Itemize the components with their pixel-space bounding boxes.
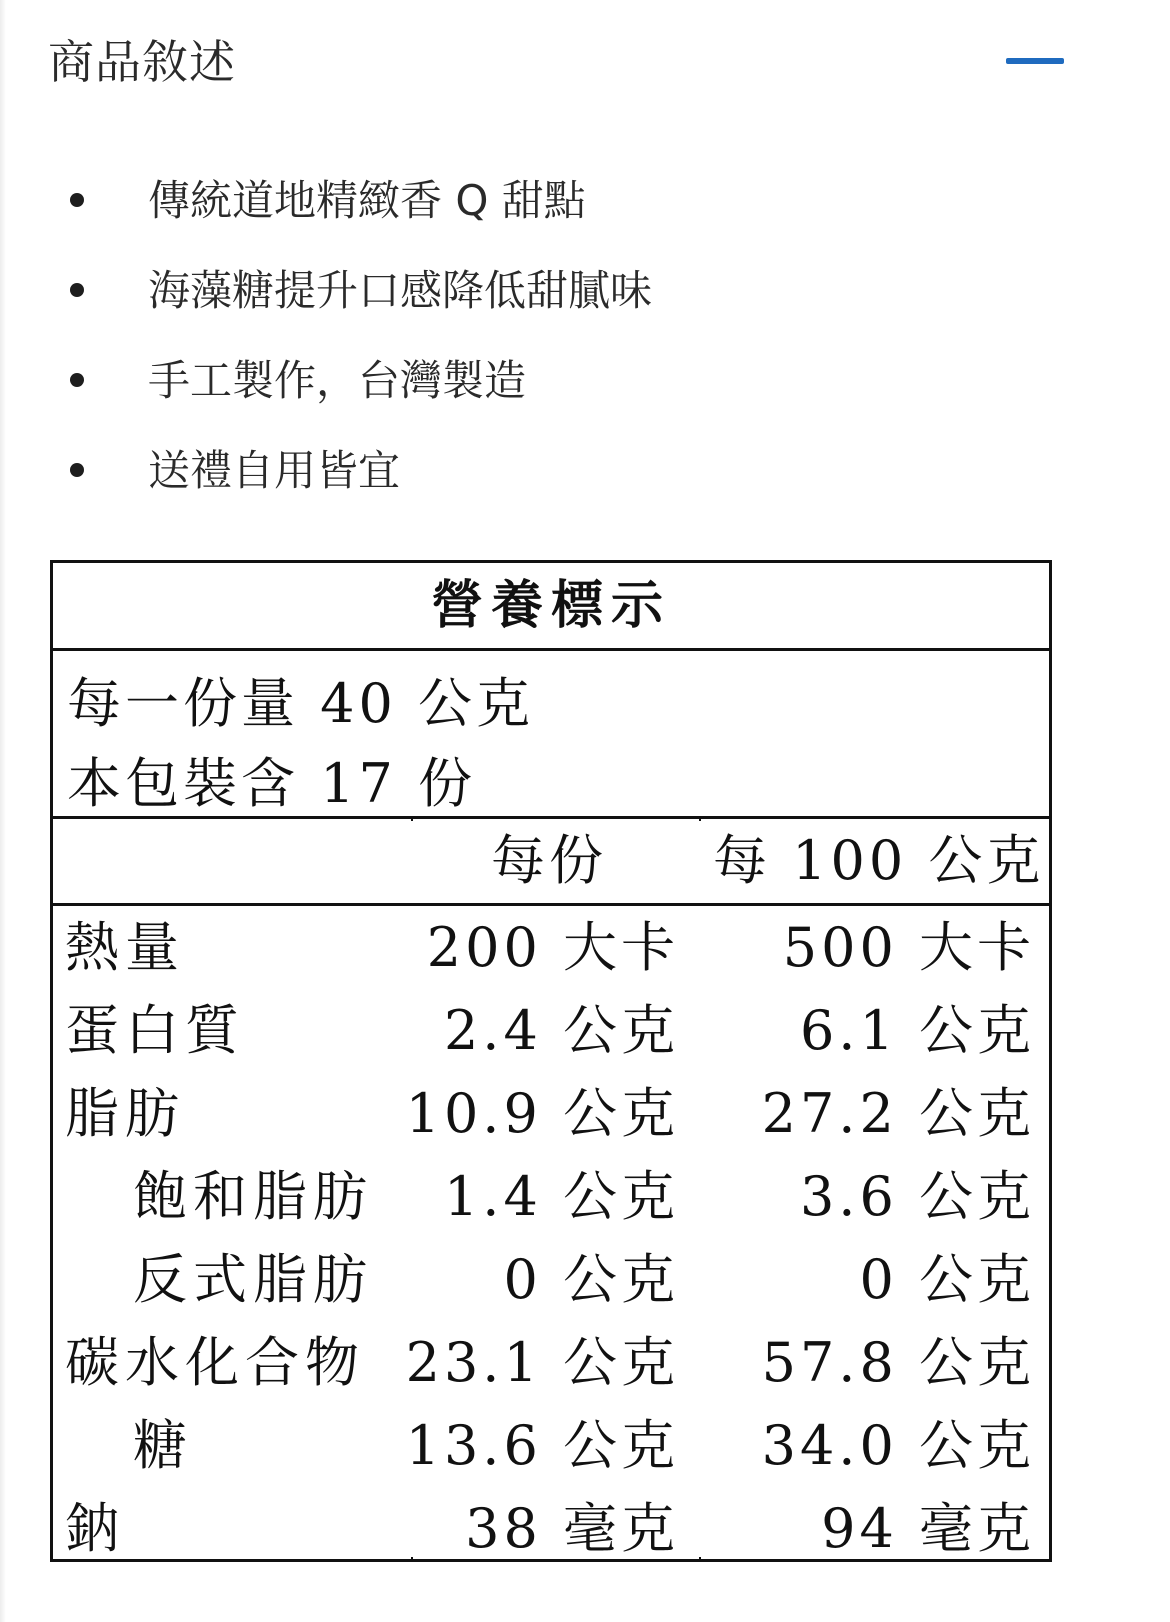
per-serving-value: 1.4 公克 <box>443 1165 679 1228</box>
per-serving-value: 38 毫克 <box>465 1497 679 1560</box>
column-divider <box>411 817 413 821</box>
product-description-header[interactable] <box>48 30 1066 94</box>
list-item <box>0 156 1170 246</box>
column-header-per-serving: 每份 <box>491 829 607 892</box>
per-serving-value: 10.9 公克 <box>405 1082 679 1145</box>
column-divider <box>699 817 701 821</box>
feature-list <box>0 156 1170 516</box>
nutrition-facts-table <box>50 560 1052 1562</box>
per-serving-value: 200 大卡 <box>426 916 679 979</box>
bullet-icon <box>70 193 84 207</box>
section-title: 商品敘述 <box>48 35 236 89</box>
table-row <box>53 906 1049 989</box>
column-header-row <box>53 819 1049 906</box>
nutrient-label: 飽和脂肪 <box>133 1165 373 1228</box>
per-100g-value: 3.6 公克 <box>799 1165 1035 1228</box>
table-row <box>53 989 1049 1072</box>
table-row <box>53 1404 1049 1487</box>
minus-icon[interactable] <box>1002 42 1066 82</box>
per-100g-value: 27.2 公克 <box>761 1082 1035 1145</box>
list-item <box>0 246 1170 336</box>
feature-text: 傳統道地精緻香 Q 甜點 <box>148 176 586 225</box>
per-100g-value: 94 毫克 <box>821 1497 1035 1560</box>
nutrient-label: 糖 <box>133 1414 193 1477</box>
table-row <box>53 1487 1049 1570</box>
column-header-per-100g: 每 100 公克 <box>713 829 1045 892</box>
per-100g-value: 6.1 公克 <box>799 999 1035 1062</box>
per-100g-value: 0 公克 <box>859 1248 1035 1311</box>
list-item <box>0 336 1170 426</box>
per-100g-value: 500 大卡 <box>782 916 1035 979</box>
per-100g-value: 57.8 公克 <box>761 1331 1035 1394</box>
table-row <box>53 1155 1049 1238</box>
feature-text: 手工製作，台灣製造 <box>148 356 527 405</box>
nutrition-rows <box>53 906 1049 1570</box>
nutrient-label: 熱量 <box>65 916 185 979</box>
list-item <box>0 426 1170 516</box>
servings-per-pack: 本包裝含 17 份 <box>67 752 477 815</box>
nutrient-label: 反式脂肪 <box>133 1248 373 1311</box>
nutrition-title: 營養標示 <box>53 563 1049 651</box>
minus-icon-bar <box>1006 58 1064 64</box>
serving-size: 每一份量 40 公克 <box>67 672 535 735</box>
per-serving-value: 0 公克 <box>503 1248 679 1311</box>
nutrient-label: 脂肪 <box>65 1082 185 1145</box>
per-100g-value: 34.0 公克 <box>761 1414 1035 1477</box>
per-serving-value: 2.4 公克 <box>443 999 679 1062</box>
nutrient-label: 鈉 <box>65 1497 125 1560</box>
table-row <box>53 1072 1049 1155</box>
table-row <box>53 1321 1049 1404</box>
bullet-icon <box>70 283 84 297</box>
feature-text: 海藻糖提升口感降低甜膩味 <box>148 266 653 315</box>
serving-info <box>53 651 1049 819</box>
table-row <box>53 1238 1049 1321</box>
per-serving-value: 13.6 公克 <box>405 1414 679 1477</box>
per-serving-value: 23.1 公克 <box>405 1331 679 1394</box>
bullet-icon <box>70 463 84 477</box>
nutrient-label: 碳水化合物 <box>65 1331 365 1394</box>
bullet-icon <box>70 373 84 387</box>
nutrient-label: 蛋白質 <box>65 999 245 1062</box>
feature-text: 送禮自用皆宜 <box>148 446 401 495</box>
